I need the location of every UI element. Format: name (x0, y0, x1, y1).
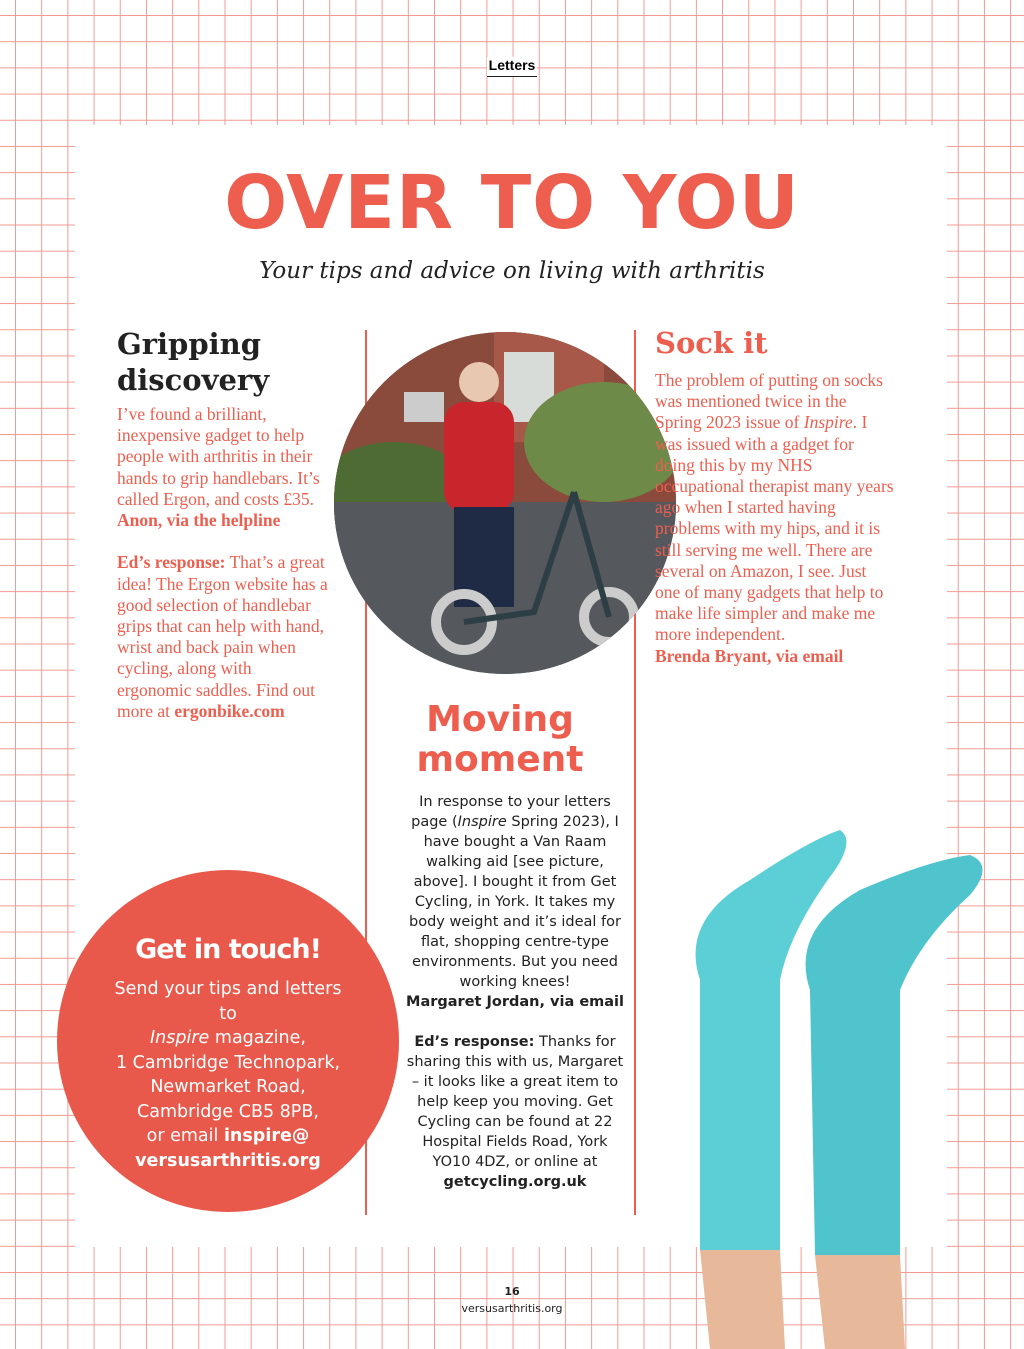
page-subtitle: Your tips and advice on living with arthritis (259, 258, 765, 284)
get-in-touch-circle (57, 870, 399, 1212)
page-footer (0, 1283, 1024, 1317)
letter-moving (404, 792, 626, 1192)
letter-signoff: Anon, via the helpline (117, 510, 281, 531)
response-text: That’s a great idea! The Ergon website has a good selection of handlebar grips that can help with hand, wrist and back pain when cycling, along with ergonomic saddles. Find out more at (117, 552, 328, 721)
ergon-link[interactable]: ergonbike.com (174, 700, 285, 721)
letter-text: In response to your letters page ( (411, 794, 611, 830)
contact-heading: Get in touch! (135, 934, 321, 965)
letter-heading: Sock it (655, 326, 768, 360)
magazine-name: Inspire (803, 412, 853, 433)
letter-gripping (117, 326, 329, 722)
footer-website: versusarthritis.org (461, 1302, 563, 1315)
response-label: Ed’s response: (117, 552, 226, 573)
magazine-name: Inspire (457, 814, 507, 830)
getcycling-link[interactable]: getcycling.org.uk (443, 1174, 587, 1190)
magazine-name: Inspire (150, 1028, 210, 1048)
contact-line: magazine, (209, 1028, 306, 1048)
response-label: Ed’s response: (414, 1034, 535, 1050)
contact-address: 1 Cambridge Technopark, Newmarket Road, Cambridge CB5 8PB, (115, 1052, 341, 1122)
page-number: 16 (504, 1285, 520, 1298)
letter-body (655, 370, 895, 667)
letter-text: I’ve found a brilliant, inexpensive gadget to help people with arthritis in their hands to grip handlebars. It’s called Ergon, and costs £35. (117, 404, 320, 509)
letter-signoff: Brenda Bryant, via email (655, 645, 844, 666)
response-text: Thanks for sharing this with us, Margaret – it looks like a great item to help keep you moving. Get Cycling can be found at 22 Hospital Fields Road, York YO10 4DZ, or online at (406, 1034, 624, 1170)
letter-text: . I was issued with a gadget for doing this by my NHS occupational therapist many years ago when I started having problems with my hips, and it is still serving me well. There are several on Amazon, I see. Just one of many gadgets that help to make life simpler and make me more independent. (655, 412, 894, 645)
socks-image (640, 820, 1024, 1349)
contact-text (57, 977, 399, 1173)
letter-heading: Moving moment (416, 699, 584, 780)
walking-aid-photo (334, 332, 676, 674)
contact-line: Send your tips and letters to (114, 979, 342, 1024)
letter-sock (655, 326, 895, 667)
section-header (0, 55, 1024, 77)
contact-email[interactable]: inspire@ versusarthritis.org (135, 1126, 321, 1171)
page-title: OVER TO YOU (224, 160, 800, 246)
letter-signoff: Margaret Jordan, via email (406, 994, 624, 1010)
letter-body (117, 404, 329, 722)
contact-line: or email (146, 1126, 224, 1146)
section-label: Letters (487, 57, 538, 77)
letter-text: The problem of putting on socks was mentioned twice in the Spring 2023 issue of (655, 370, 883, 433)
letter-text: Spring 2023), I have bought a Van Raam walking aid [see picture, above]. I bought it from Get Cycling, in York. It takes my body weight and it’s ideal for flat, shopping centre-type environments. But you need working knees! (409, 814, 621, 990)
letter-heading: Gripping discovery (117, 327, 270, 397)
